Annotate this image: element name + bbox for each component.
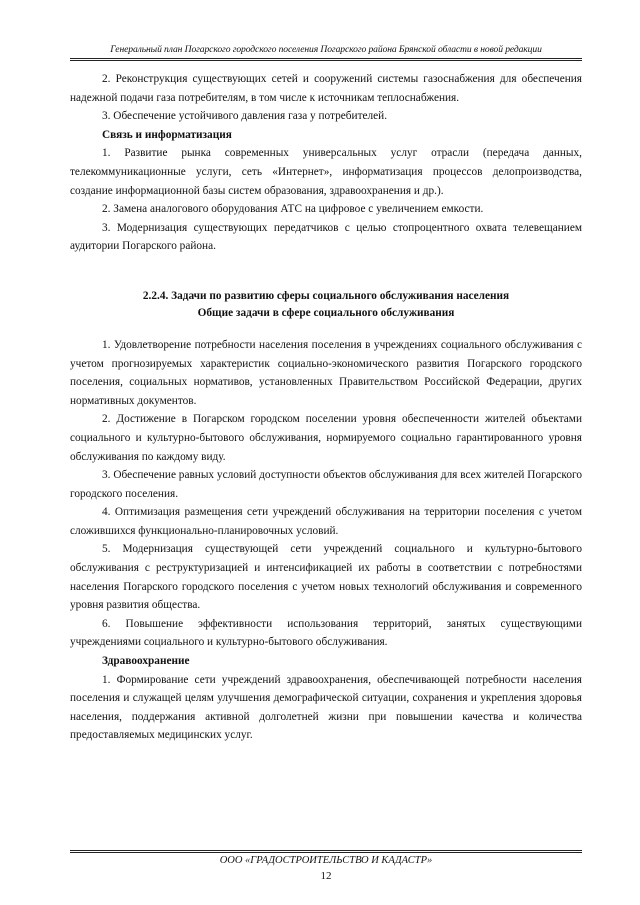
footer-rule-double xyxy=(70,852,582,853)
section-title: 2.2.4. Задачи по развитию сферы социального обслуживания населения xyxy=(142,289,510,302)
paragraph: 2. Замена аналогового оборудования АТС на цифровое с увеличением емкости. xyxy=(102,203,484,216)
paragraph: 5. Модернизация существующей сети учреждений социального и культурно-бытового обслуживания с реструктуризацией и интенсификацией их работы в соответствии с потребностями населения Погарского городского поселения с учетом новых технологий обслуживания и современного уровня развития общества. xyxy=(70,543,582,612)
section-heading xyxy=(70,288,582,322)
paragraph: 2. Достижение в Погарском городском поселении уровня обеспеченности жителей объектами социального и культурно-бытового обслуживания, нормируемого социально гарантированного уровня обслуживания по каждому виду. xyxy=(70,413,582,463)
paragraph: 3. Обеспечение устойчивого давления газа у потребителей. xyxy=(102,110,388,123)
subsection-heading-communication: Связь и информатизация xyxy=(102,128,232,141)
header-rule-double xyxy=(70,60,582,61)
footer-company: ООО «ГРАДОСТРОИТЕЛЬСТВО И КАДАСТР» xyxy=(219,855,433,866)
running-header: Генеральный план Погарского городского поселения Погарского района Брянской области в новой редакции xyxy=(110,44,542,55)
document-body xyxy=(70,70,582,745)
paragraph: 1. Развитие рынка современных универсальных услуг отрасли (передача данных, телекоммуникационные услуги, сеть «Интернет», информатизация процессов делопроизводства, создание информационной базы систем образования, здравоохранения и др.). xyxy=(70,147,582,197)
header-rule xyxy=(70,58,582,59)
paragraph: 2. Реконструкция существующих сетей и сооружений системы газоснабжения для обеспечения надежной подачи газа потребителям, в том числе к источникам теплоснабжения. xyxy=(70,73,582,104)
paragraph: 4. Оптимизация размещения сети учреждений обслуживания на территории поселения с учетом сложившихся функционально-планировочных условий. xyxy=(70,506,582,537)
paragraph: 6. Повышение эффективности использования территорий, занятых существующими учреждениями социального и культурно-бытового обслуживания. xyxy=(70,617,582,649)
footer-rule xyxy=(70,850,582,851)
page-number: 12 xyxy=(320,870,332,882)
paragraph: 3. Модернизация существующих передатчиков с целью стопроцентного охвата телевещанием аудитории Погарского района. xyxy=(70,221,582,253)
paragraph: 1. Удовлетворение потребности населения поселения в учреждениях социального обслуживания с учетом прогнозируемых характеристик социально-экономического развития Погарского городского поселения, социальных нормативов, установленных Правительством Российской Федерации, других нормативных документов. xyxy=(70,338,582,407)
paragraph: 3. Обеспечение равных условий доступности объектов обслуживания для всех жителей Погарского городского поселения. xyxy=(70,469,582,500)
subsection-heading-health: Здравоохранение xyxy=(102,655,190,668)
paragraph: 1. Формирование сети учреждений здравоохранения, обеспечивающей потребности населения поселения и служащей целям улучшения демографической ситуации, сохранения и укрепления здоровья населения, поддержания активной долголетней жизни при повышении качества и количества предоставляемых медицинских услуг. xyxy=(70,673,582,742)
section-subtitle: Общие задачи в сфере социального обслуживания xyxy=(197,306,455,319)
social-tasks xyxy=(70,336,582,652)
